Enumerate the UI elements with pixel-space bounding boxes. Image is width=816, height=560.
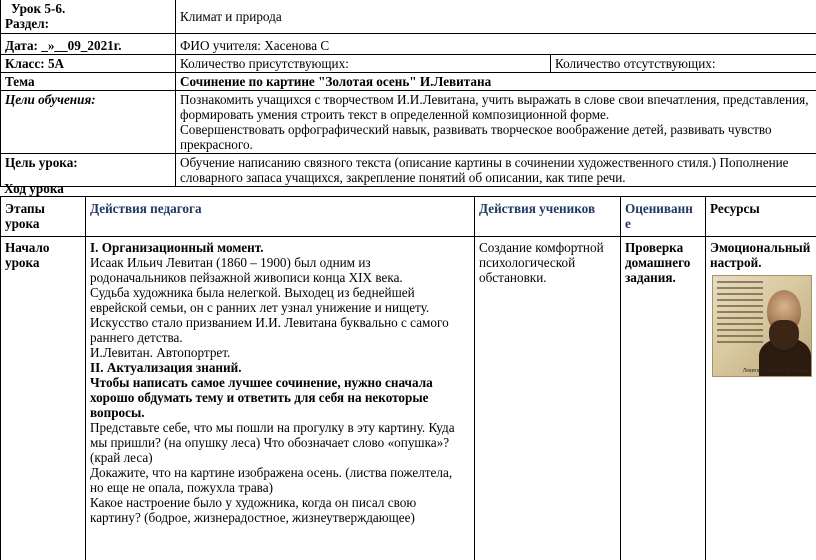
levitan-portrait-image (712, 275, 812, 377)
col-header-assessment-line: Оцениванн (625, 201, 693, 216)
present-count: Количество присутствующих: (176, 55, 551, 73)
date-field: Дата: _»__09_2021г. (1, 34, 176, 55)
assessment-line: задания. (625, 270, 676, 285)
lesson-number: Урок 5-6. (11, 1, 66, 16)
assessment-line: домашнего (625, 255, 691, 270)
col-header-resources: Ресурсы (706, 197, 816, 237)
lesson-goal-text (176, 154, 816, 187)
header-row-lesson (1, 0, 816, 34)
header-row-topic (1, 73, 816, 91)
lesson-goal-line: Обучение написанию связного текста (описание картины в сочинении художественного стиля.) Пополнение (180, 155, 789, 170)
student-actions-line: Создание комфортной (479, 240, 604, 255)
goals-text (176, 91, 816, 154)
goals-line: Совершенствовать орфографический навык, развивать творческое воображение детей, развивать чувство (180, 122, 772, 137)
student-actions-line: психологической (479, 255, 576, 270)
assessment-line: Проверка (625, 240, 684, 255)
teacher-name: ФИО учителя: Хасенова С (176, 34, 816, 55)
student-actions-line: обстановки. (479, 270, 547, 285)
teacher-actions-line: еврейской семьи, он с ранних лет узнал унижение и нищету. (90, 300, 430, 315)
teacher-actions-line: Какое настроение было у художника, когда он писал свою (90, 495, 417, 510)
lesson-goal-line: словарного запаса учащихся, закрепление понятий об описании, как типе речи. (180, 170, 626, 185)
stage-line: урока (5, 255, 40, 270)
teacher-actions-line: но еще не опала, пожухла трава) (90, 480, 273, 495)
col-header-stages-line: Этапы (5, 201, 45, 216)
lesson-flow-header-row (1, 197, 816, 237)
stage-cell (1, 237, 86, 560)
lesson-flow-heading: Ход урока (4, 181, 64, 196)
lesson-goal-label: Цель урока: (1, 154, 176, 187)
lesson-section-cell (1, 0, 176, 34)
teacher-actions-line: Судьба художника была нелегкой. Выходец из беднейшей (90, 285, 415, 300)
col-header-stages-line: урока (5, 216, 40, 231)
col-header-stages (1, 197, 86, 237)
stage-line: Начало (5, 240, 50, 255)
teacher-actions-line: хорошо обдумать тему и ответить для себя на некоторые (90, 390, 429, 405)
goals-line: прекрасного. (180, 137, 253, 152)
teacher-actions-line: мы пришли? (на опушку леса) Что обозначает слово «опушка»? (90, 435, 450, 450)
teacher-actions-line: Исаак Ильич Левитан (1860 – 1900) был одним из (90, 255, 371, 270)
col-header-teacher: Действия педагога (86, 197, 475, 237)
absent-count: Количество отсутствующих: (551, 55, 816, 73)
teacher-actions-line: родоначальников пейзажной живописи конца XIX века. (90, 270, 403, 285)
student-actions-cell (475, 237, 621, 560)
assessment-cell (621, 237, 706, 560)
teacher-actions-line: картину? (бодрое, жизнерадостное, жизнеутверждающее) (90, 510, 415, 525)
portrait-text-block (717, 281, 763, 347)
teacher-actions-line: Представьте себе, что мы пошли на прогулку в эту картину. Куда (90, 420, 455, 435)
lesson-info-table (0, 0, 816, 187)
resources-line: Эмоциональный (710, 240, 811, 255)
header-row-class (1, 55, 816, 73)
topic-label: Тема (1, 73, 176, 91)
goals-label: Цели обучения: (1, 91, 176, 154)
portrait-figure-beard (769, 320, 799, 350)
resources-cell (706, 237, 816, 560)
portrait-caption: Левитан. Портрет Левитана (743, 368, 808, 374)
col-header-students: Действия учеников (475, 197, 621, 237)
teacher-actions-cell (86, 237, 475, 560)
goals-line: Познакомить учащихся с творчеством И.И.Левитана, учить выражать в слове свои впечатления, представления, (180, 92, 809, 107)
teacher-actions-line: II. Актуализация знаний. (90, 360, 242, 375)
teacher-actions-line: раннего детства. (90, 330, 183, 345)
section-value: Климат и природа (176, 0, 816, 34)
resources-line: настрой. (710, 255, 762, 270)
teacher-actions-line: I. Организационный момент. (90, 240, 264, 255)
header-row-goals (1, 91, 816, 154)
col-header-assessment-line: е (625, 216, 631, 231)
teacher-actions-line: Докажите, что на картине изображена осень. (листва пожелтела, (90, 465, 453, 480)
teacher-actions-line: И.Левитан. Автопортрет. (90, 345, 231, 360)
class-field: Класс: 5А (1, 55, 176, 73)
lesson-stage-row (1, 237, 816, 560)
lesson-flow-table (0, 196, 816, 560)
goals-line: формировать умения строить текст в определенной композиционной форме. (180, 107, 610, 122)
col-header-assessment (621, 197, 706, 237)
teacher-actions-line: Чтобы написать самое лучшее сочинение, нужно сначала (90, 375, 433, 390)
header-row-lesson-goal (1, 154, 816, 187)
teacher-actions-line: (край леса) (90, 450, 153, 465)
header-row-date (1, 34, 816, 55)
teacher-actions-line: вопросы. (90, 405, 145, 420)
teacher-actions-line: Искусство стало призванием И.И. Левитана буквально с самого (90, 315, 449, 330)
section-label: Раздел: (5, 16, 50, 31)
topic-value: Сочинение по картине "Золотая осень" И.Левитана (176, 73, 816, 91)
